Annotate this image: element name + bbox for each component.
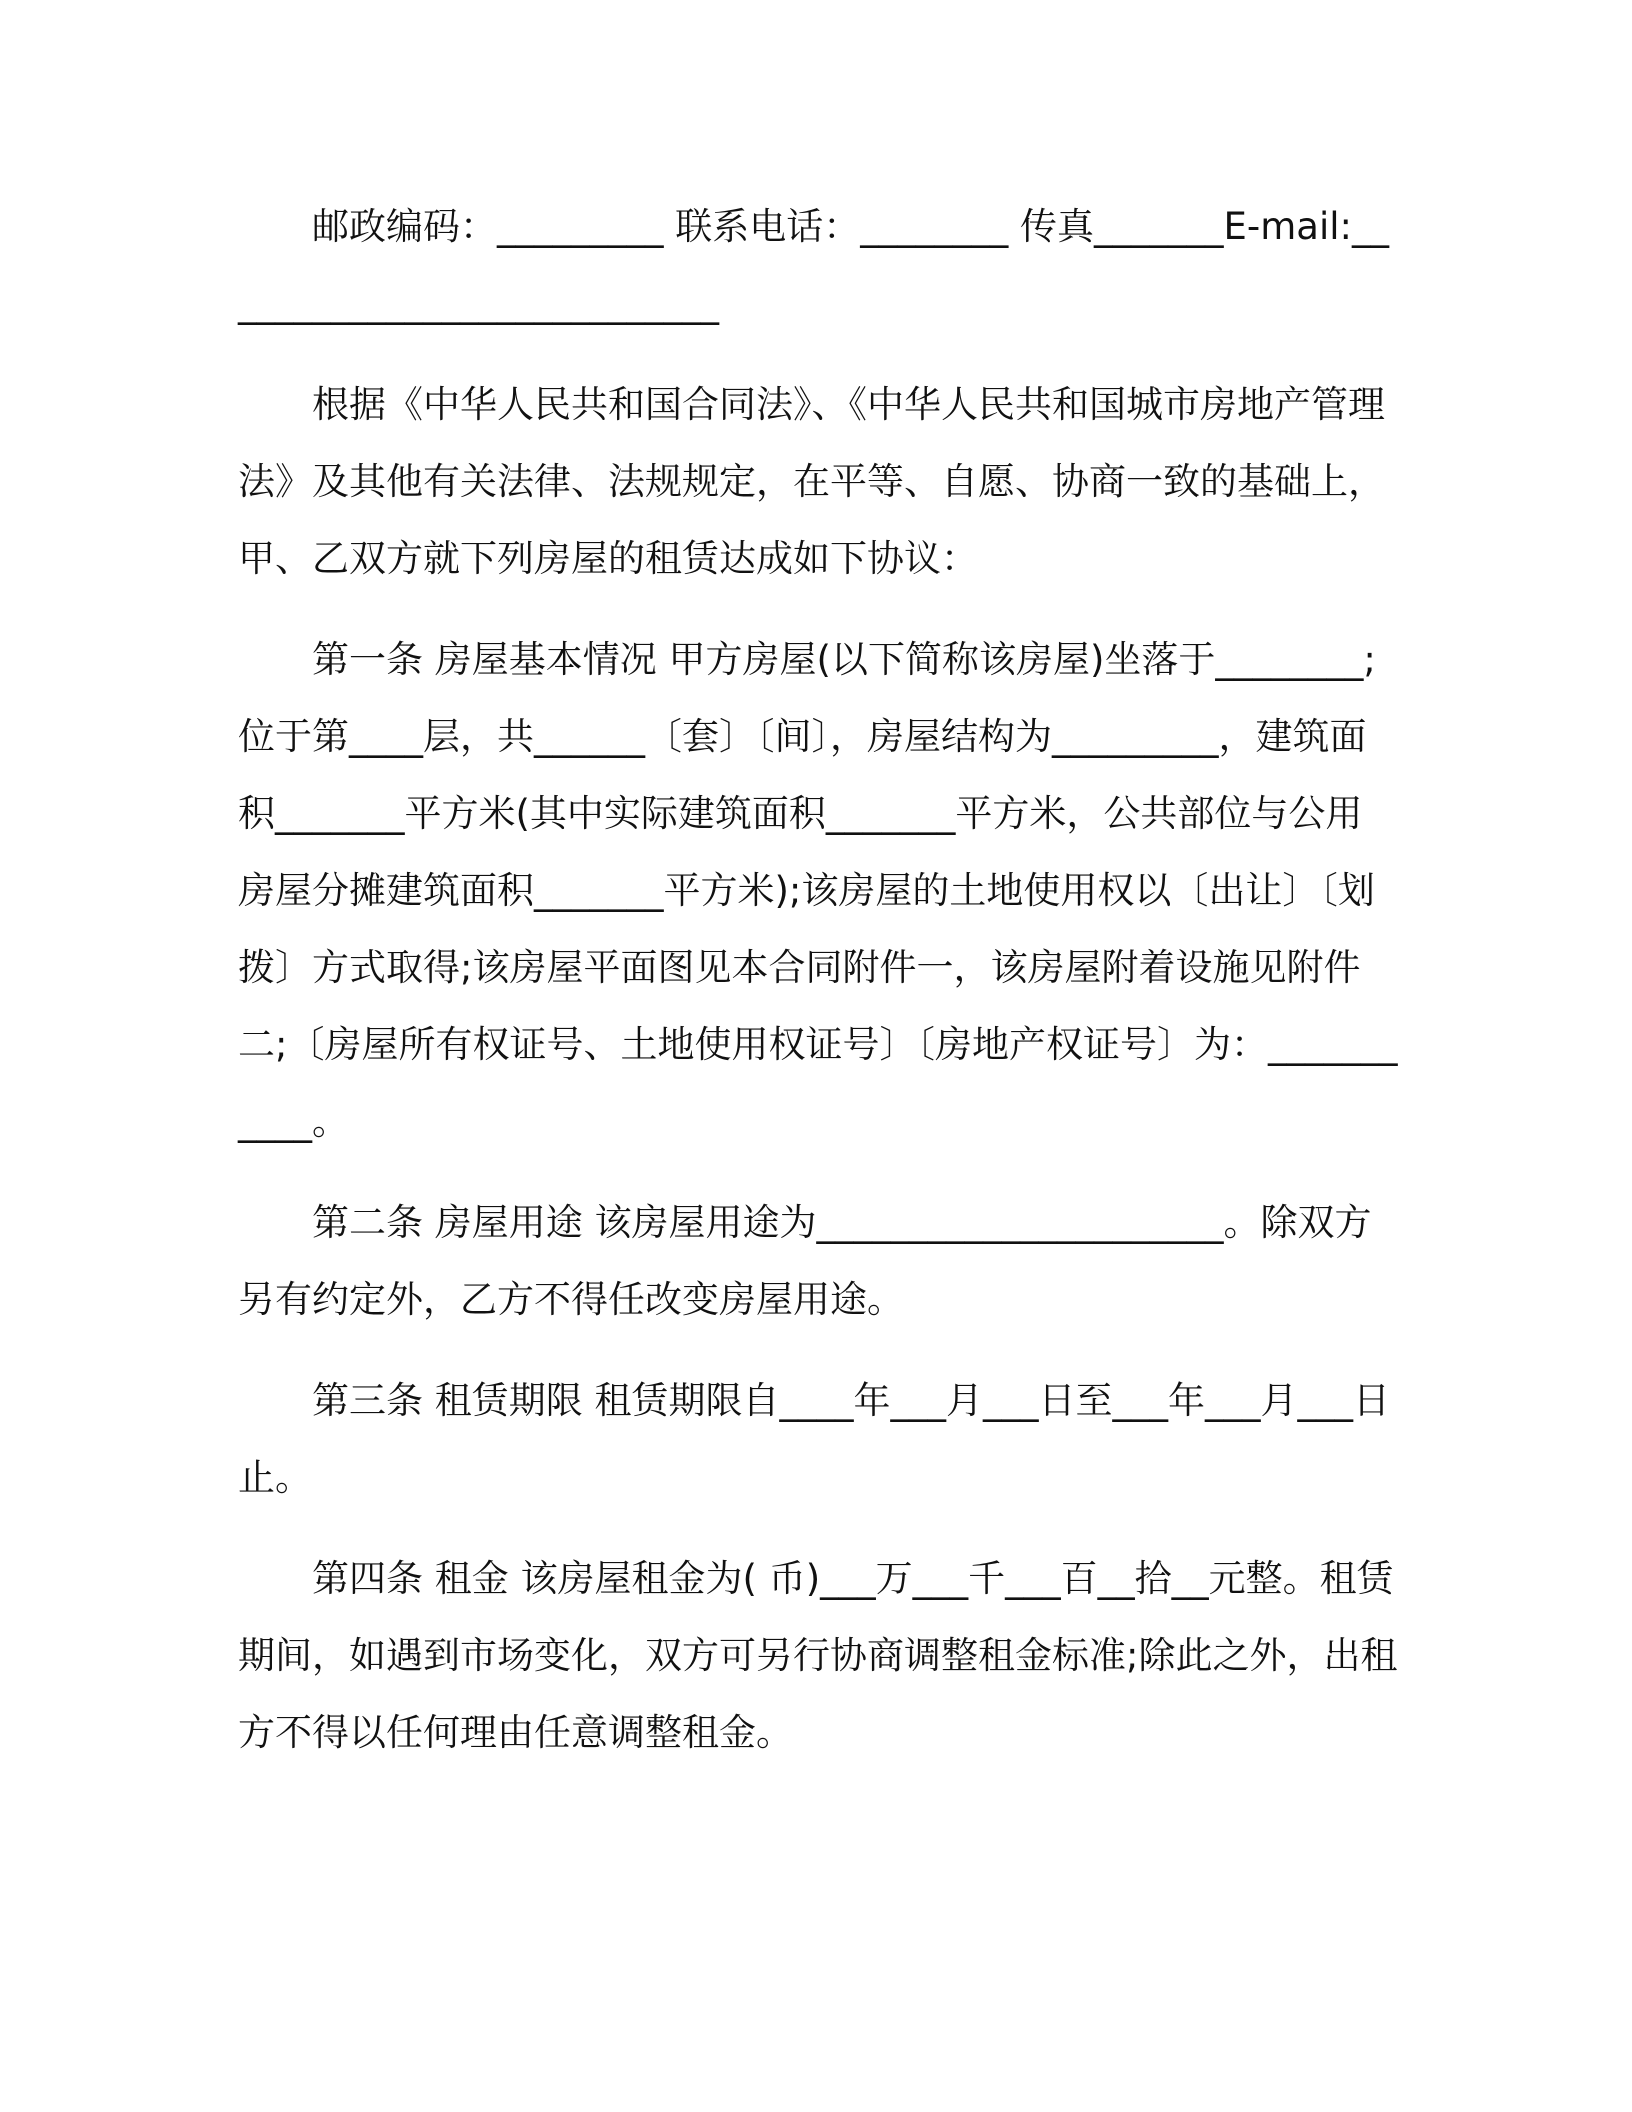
article-1-property-paragraph: 第一条 房屋基本情况 甲方房屋(以下简称该房屋)坐落于________;位于第____层，共______〔套〕〔间〕，房屋结构为_________，建筑面积_______平方米(其中实际建筑面积_______平方米，公共部位与公用房屋分摊建筑面积_______平方米);该房屋的土地使用权以〔出让〕〔划拨〕方式取得;该房屋平面图见本合同附件一，该房屋附着设施见附件二;〔房屋所有权证号、土地使用权证号〕〔房地产权证号〕为：___________。 bbox=[238, 638, 1398, 1143]
article-2-usage-paragraph: 第二条 房屋用途 该房屋用途为______________________。除双方另有约定外，乙方不得任改变房屋用途。 bbox=[238, 1201, 1372, 1321]
article-4-rent-paragraph: 第四条 租金 该房屋租金为( 币)___万___千___百__拾__元整。租赁期间，如遇到市场变化，双方可另行协商调整租金标准;除此之外，出租方不得以任何理由任意调整租金。 bbox=[238, 1557, 1398, 1754]
contact-info-paragraph: 邮政编码：_________ 联系电话：________ 传真_______E-mail:____________________________ bbox=[238, 205, 1389, 325]
article-3-term-paragraph: 第三条 租赁期限 租赁期限自____年___月___日至___年___月___日止。 bbox=[238, 1379, 1391, 1499]
document-body bbox=[238, 188, 1398, 1795]
preamble-paragraph: 根据《中华人民共和国合同法》、《中华人民共和国城市房地产管理法》及其他有关法律、法规规定，在平等、自愿、协商一致的基础上，甲、乙双方就下列房屋的租赁达成如下协议： bbox=[238, 383, 1385, 580]
